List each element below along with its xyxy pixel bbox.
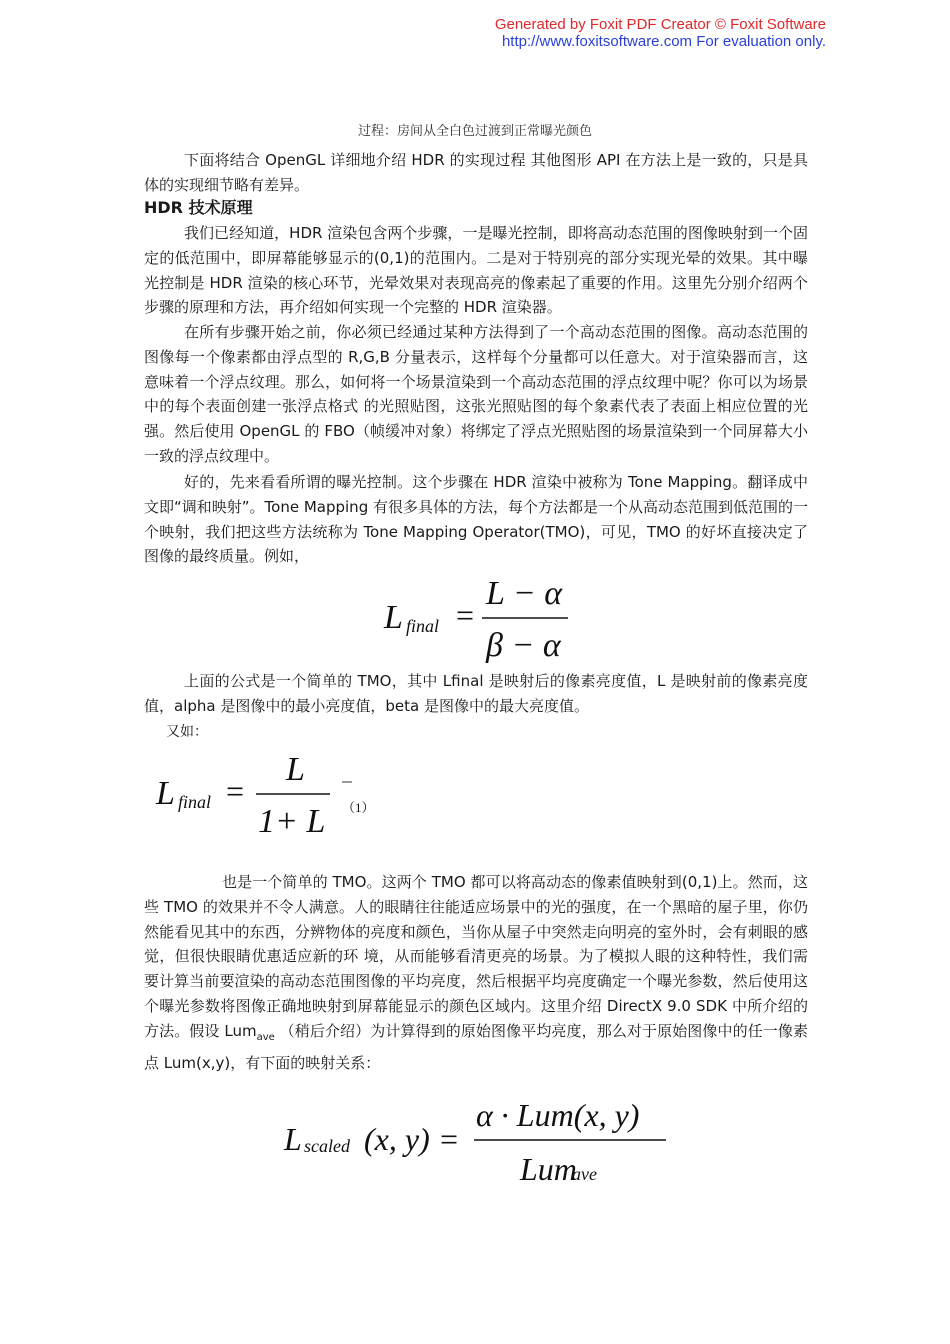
formula1-equals: = [456,597,475,633]
formula1-lhs-sub: final [406,616,440,636]
paragraph-tmo-explanation: 上面的公式是一个简单的 TMO，其中 Lfinal 是映射后的像素亮度值，L 是映射前的像素亮度值，alpha 是图像中的最小亮度值，beta 是图像中的最大亮度值。 [144,672,808,715]
formula3-denominator: Lum [520,1151,577,1187]
formula1-numerator: L − α [486,575,563,612]
lum-ave-subscript: ave [256,1031,275,1043]
watermark-line2: http://www.foxitsoftware.com For evaluation only. [501,33,826,50]
formula3-numerator: α · Lum(x, y) [476,1097,640,1133]
formula3-equals: = [440,1121,459,1157]
formula2-numerator: L [286,751,305,788]
paragraph-eye-adaptation-a: 也是一个简单的 TMO。这两个 TMO 都可以将高动态的像素值映射到(0,1)上。然而，这些 TMO 的效果并不令人满意。人的眼睛往往能适应场景中的光的强度，在一个黑暗的屋子里，你仍然能看见其中的东西，分辨物体的亮度和颜色，当你从屋子中突然走向明亮的室外时，会有刺眼的感觉，但很快眼睛优惠适应新的环 境，从而能够看清更亮的场景。为了模拟人眼的这种特性，我们需要计算当前要渲染的高动态范围图像的平均亮度，然后根据平均亮度确定一个曝光参数，然后使用这个曝光参数将图像正确地映射到屏幕能显示的颜色区域内。这里介绍 DirectX 9.0 SDK 中所介绍的方法。假设 Lum [144,873,808,1040]
paragraph-eye-adaptation [144,870,808,1075]
formula1-denominator: β − α [486,627,561,664]
formula2-lhs-sub: final [178,792,212,812]
formula2-equals: = [226,773,245,809]
formula3-den-sub: ave [572,1164,597,1184]
paragraph-tone-mapping: 好的，先来看看所谓的曝光控制。这个步骤在 HDR 渲染中被称为 Tone Mapping。翻译成中文即“调和映射”。Tone Mapping 有很多具体的方法，每个方法都是一个从高动态范围到低范围的一个映射，我们把这些方法统称为 Tone Mapping Operator(TMO)，可见，TMO 的好坏直接决定了图像的最终质量。例如， [144,473,808,566]
formula2-lhs: L [156,775,175,812]
formula-lum-scaled [280,1096,680,1191]
intro-paragraph: 下面将结合 OpenGL 详细地介绍 HDR 的实现过程 其他图形 API 在方法上是一致的，只是具体的实现细节略有差异。 [144,151,808,194]
formula3-lhs: L [284,1121,302,1157]
formula2-denominator: 1+ L [258,803,326,840]
formula2-number: （1） [342,800,375,815]
formula-tmo-linear [380,572,580,667]
formula3-lhs-args: (x, y) [364,1121,430,1157]
paragraph-eye-adaptation-b: （稍后介绍）为计算得到的原始图像平均亮度，那么对于原始图像中的任一像素点 Lum(x,y)，有下面的映射关系： [144,1021,808,1072]
paragraph-exposure-steps: 我们已经知道，HDR 渲染包含两个步骤，一是曝光控制，即将高动态范围的图像映射到一个固定的低范围中，即屏幕能够显示的(0,1)的范围内。二是对于特别亮的部分实现光晕的效果。其中曝光控制是 HDR 渲染的核心环节，光晕效果对表现高亮的像素起了重要的作用。这里先分别介绍两个步骤的原理和方法，再介绍如何实现一个完整的 HDR 渲染器。 [144,224,808,317]
figure-caption: 过程：房间从全白色过渡到正常曝光颜色 [357,124,592,139]
watermark-line1: Generated by Foxit PDF Creator © Foxit Software [494,16,826,33]
formula3-lhs-sub: scaled [304,1136,350,1156]
paragraph-float-texture: 在所有步骤开始之前，你必须已经通过某种方法得到了一个高动态范围的图像。高动态范围的图像每一个像素都由浮点型的 R,G,B 分量表示，这样每个分量都可以任意大。对于渲染器而言，这意味着一个浮点纹理。那么，如何将一个场景渲染到一个高动态范围的浮点纹理中呢？你可以为场景中的每个表面创建一张浮点格式 的光照贴图，这张光照贴图的每个象素代表了表面上相应位置的光强。然后使用 OpenGL 的 FBO（帧缓冲对象）将绑定了浮点光照贴图的场景渲染到一个同屏幕大小一致的浮点纹理中。 [144,323,808,465]
section-heading: HDR 技术原理 [144,198,253,217]
label-you-ru: 又如： [166,724,208,740]
formula-tmo-reinhard [152,748,392,843]
formula1-lhs: L [384,599,403,636]
watermark [0,16,826,50]
